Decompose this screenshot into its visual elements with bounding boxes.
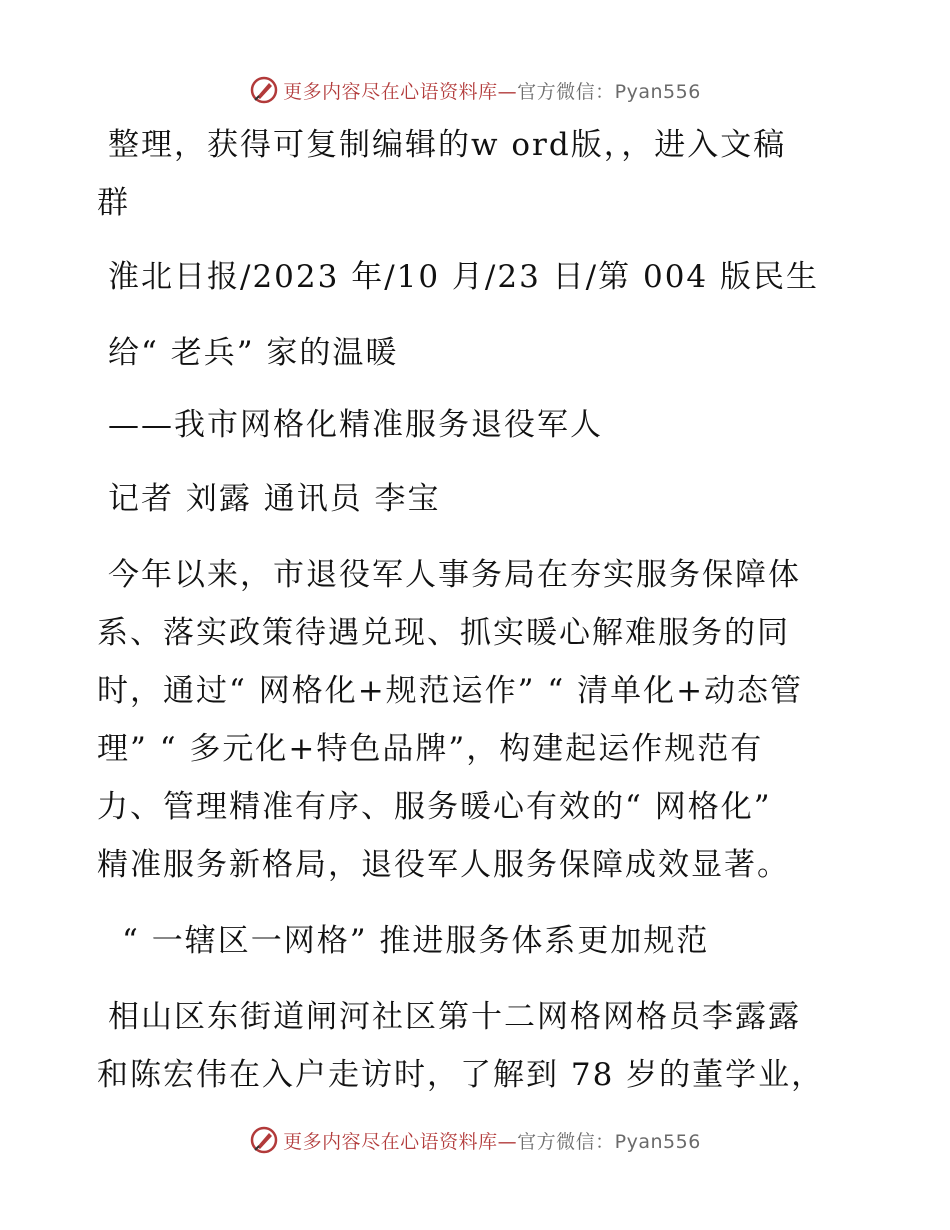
doc-line: 相山区东街道闸河社区第十二网格网格员李露露 bbox=[108, 999, 801, 1035]
doc-line: 淮北日报/2023 年/10 月/23 日/第 004 版民生 bbox=[108, 259, 820, 295]
header-watermark bbox=[0, 70, 950, 110]
doc-line: 群 bbox=[97, 185, 130, 221]
doc-line: 给“ 老兵” 家的温暖 bbox=[108, 335, 399, 371]
doc-line: 记者 刘露 通讯员 李宝 bbox=[108, 481, 441, 517]
footer-watermark bbox=[0, 1120, 950, 1160]
watermark-text: 更多内容尽在心语资料库—官方微信：Pyan556 bbox=[283, 1130, 701, 1153]
doc-line: 和陈宏伟在入户走访时，了解到 78 岁的董学业， bbox=[97, 1057, 825, 1093]
doc-line: 整理，获得可复制编辑的w ord版，，进入文稿 bbox=[108, 127, 787, 163]
doc-line: 时，通过“ 网格化+规范运作” “ 清单化+动态管 bbox=[97, 673, 804, 709]
watermark-text: 更多内容尽在心语资料库—官方微信：Pyan556 bbox=[283, 80, 701, 103]
quill-logo-icon bbox=[249, 1125, 279, 1155]
doc-line: 力、管理精准有序、服务暖心有效的“ 网格化” bbox=[97, 789, 772, 825]
doc-line: 精准服务新格局，退役军人服务保障成效显著。 bbox=[97, 847, 790, 883]
watermark-wechat: 官方微信：Pyan556 bbox=[517, 80, 701, 103]
doc-line: ——我市网格化精准服务退役军人 bbox=[108, 407, 603, 443]
doc-line: 系、落实政策待遇兑现、抓实暖心解难服务的同 bbox=[97, 615, 790, 651]
quill-logo-icon bbox=[249, 75, 279, 105]
section-heading: “ 一辖区一网格” 推进服务体系更加规范 bbox=[122, 923, 710, 959]
doc-line: 理” “ 多元化+特色品牌”，构建起运作规范有 bbox=[97, 731, 764, 767]
doc-line: 今年以来，市退役军人事务局在夯实服务保障体 bbox=[108, 557, 801, 593]
watermark-wechat: 官方微信：Pyan556 bbox=[517, 1130, 701, 1153]
